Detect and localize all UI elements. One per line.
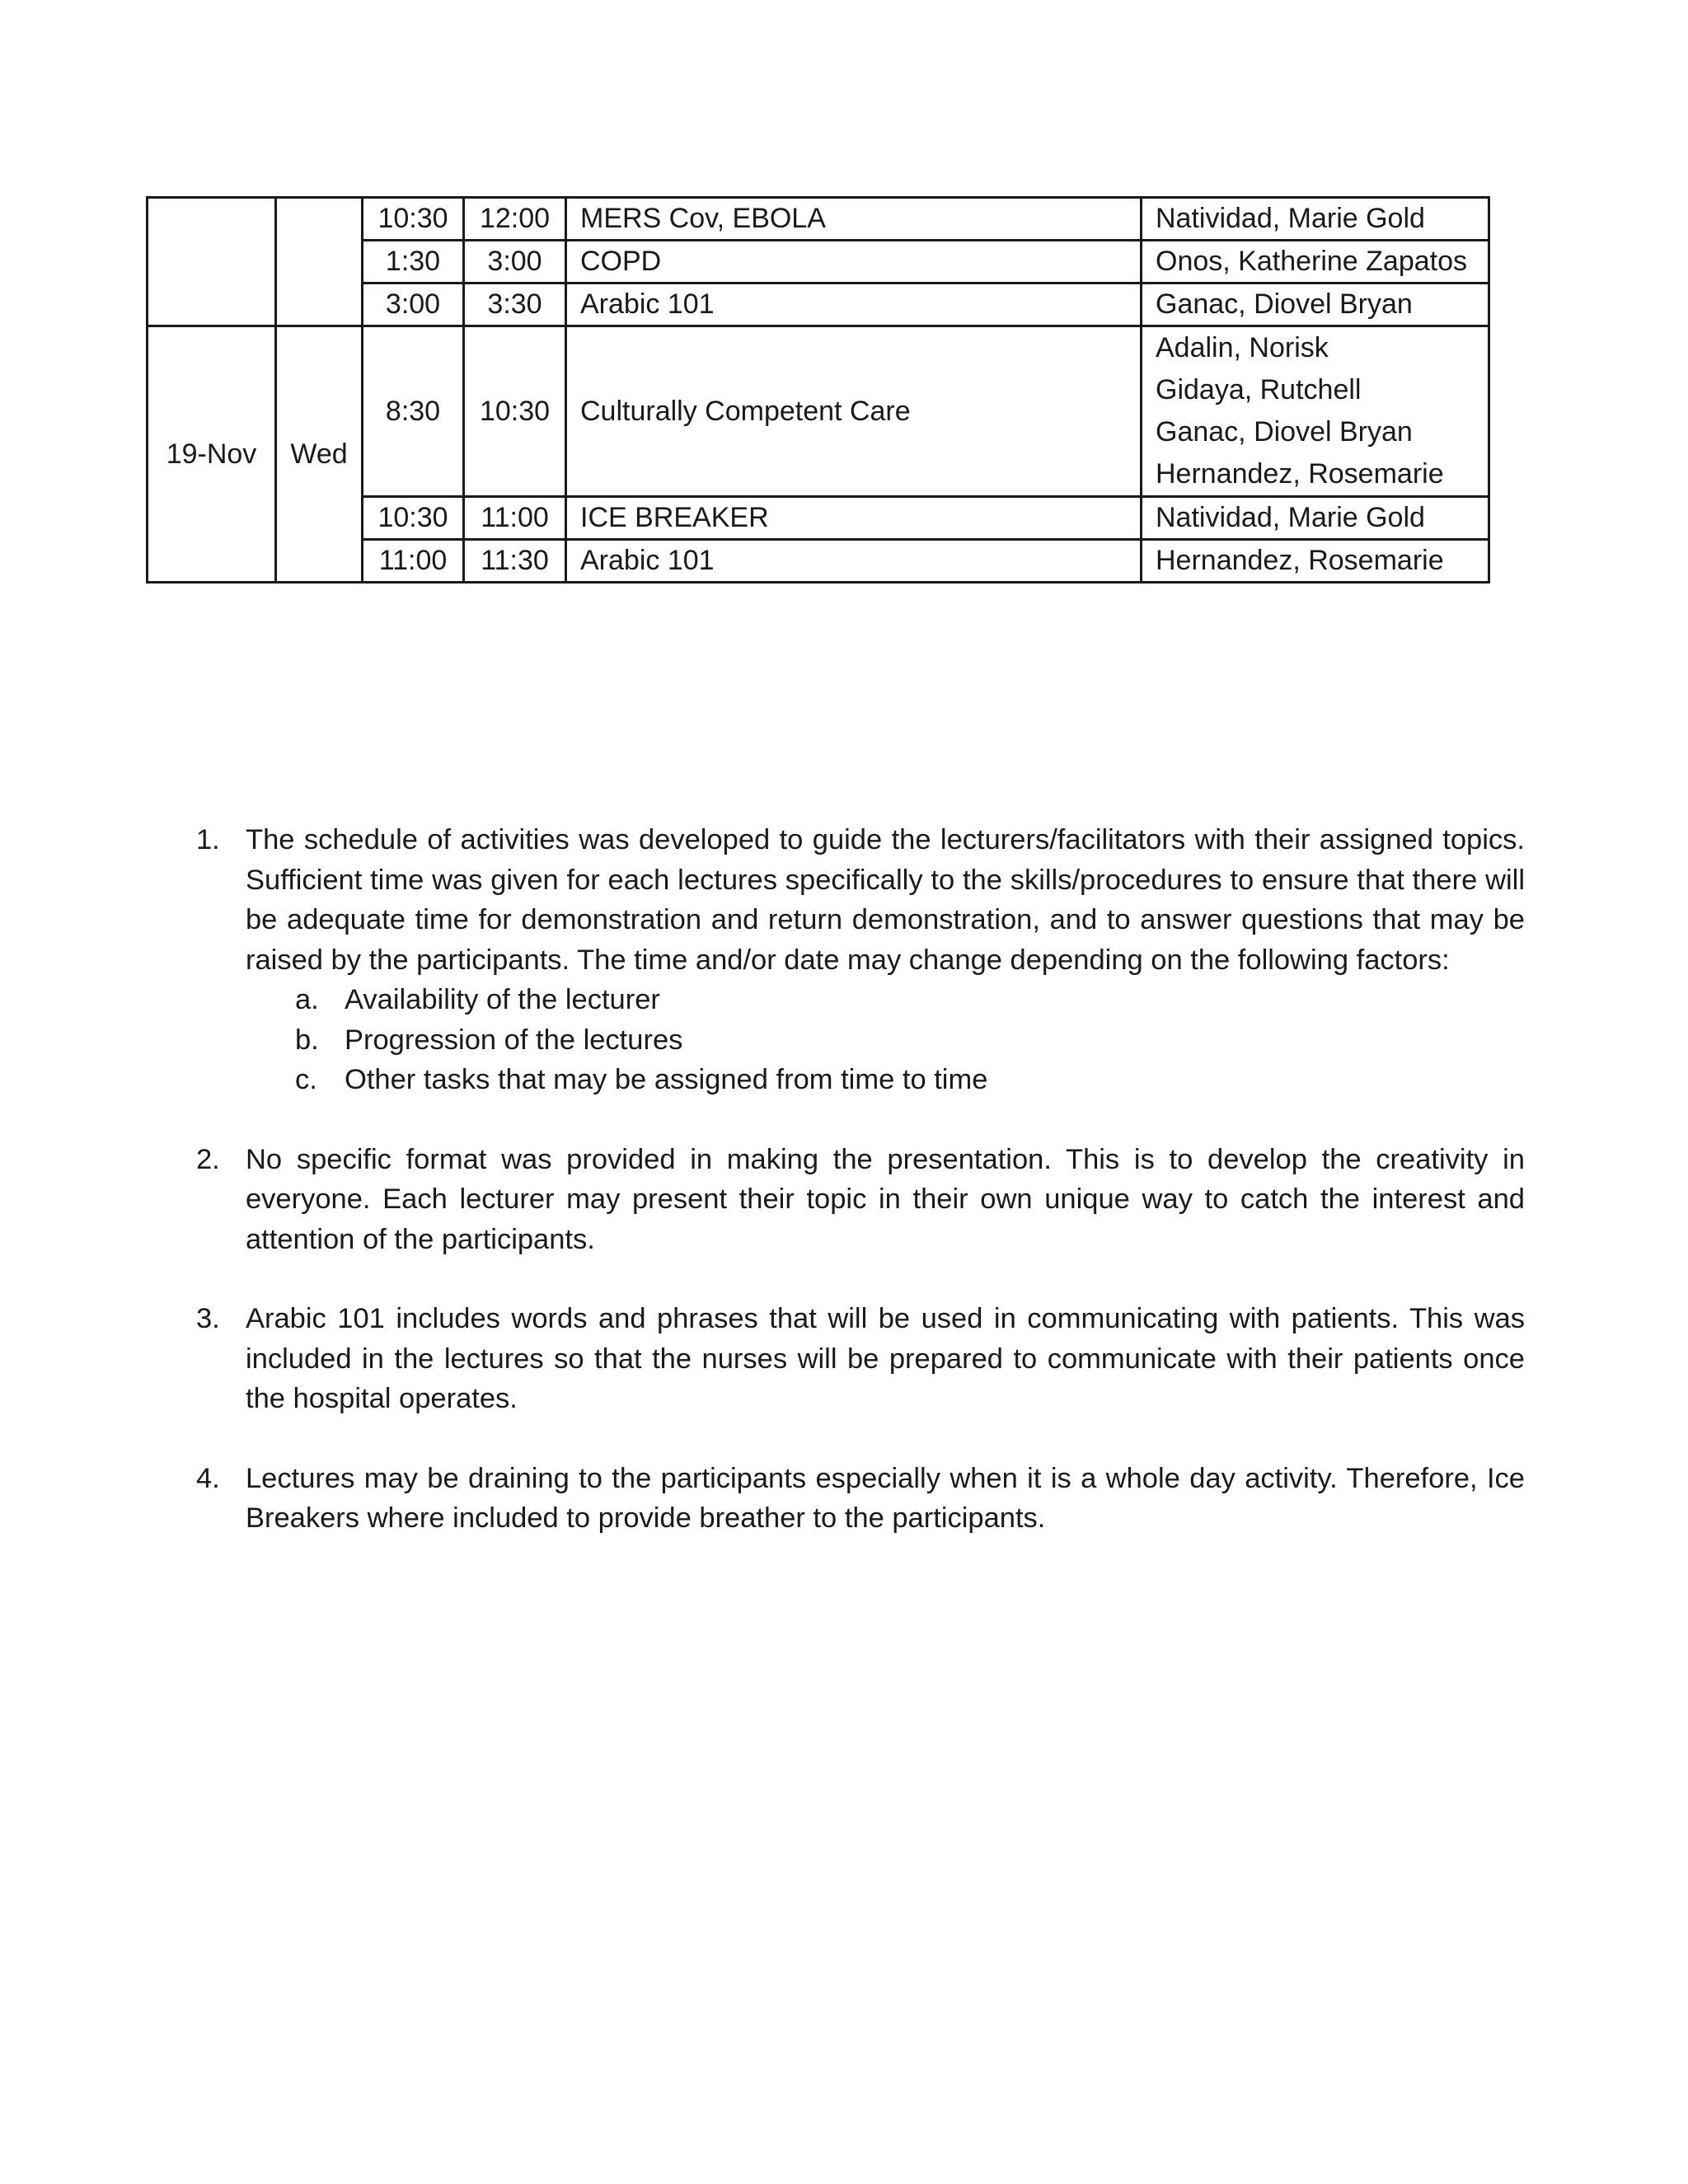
weekday-cell: Wed	[276, 326, 363, 583]
factor-item	[246, 980, 1525, 1020]
note-number: 2.	[196, 1143, 220, 1175]
lecturer-list	[1142, 326, 1489, 497]
lecturer: Gidaya, Rutchell	[1156, 374, 1362, 405]
factor-text: Availability of the lecturer	[345, 984, 660, 1015]
factor-item	[246, 1020, 1525, 1061]
note-item	[181, 1140, 1525, 1260]
start-time: 1:30	[363, 241, 464, 284]
end-time: 10:30	[464, 326, 566, 497]
table-row	[148, 326, 1489, 497]
topic: MERS Cov, EBOLA	[566, 198, 1142, 241]
end-time: 11:30	[464, 540, 566, 583]
end-time: 3:30	[464, 284, 566, 326]
start-time: 8:30	[363, 326, 464, 497]
note-number: 4.	[196, 1462, 220, 1494]
factor-letter: c.	[295, 1064, 317, 1095]
notes-list	[181, 820, 1525, 1578]
lecturer: Hernandez, Rosemarie	[1156, 458, 1444, 490]
end-time: 12:00	[464, 198, 566, 241]
date-cell-empty	[148, 198, 276, 326]
topic: Arabic 101	[566, 540, 1142, 583]
lecturer: Natividad, Marie Gold	[1142, 198, 1489, 241]
topic: Arabic 101	[566, 284, 1142, 326]
start-time: 3:00	[363, 284, 464, 326]
start-time: 10:30	[363, 198, 464, 241]
table-row	[148, 198, 1489, 241]
factor-list	[246, 980, 1525, 1100]
lecturer: Hernandez, Rosemarie	[1142, 540, 1489, 583]
schedule-table	[146, 196, 1490, 583]
note-text: The schedule of activities was developed to guide the lecturers/facilitators with their assigned topics. Sufficient time was given for each lectures specifically to the skills/procedures to ensure that there will be adequate time for demonstration and return demonstration, and to answer questions that may be raised by the participants. The time and/or date may change depending on the following factors:	[246, 824, 1525, 976]
note-number: 1.	[196, 824, 220, 855]
note-item	[181, 1299, 1525, 1419]
topic: ICE BREAKER	[566, 497, 1142, 540]
factor-item	[246, 1060, 1525, 1100]
start-time: 11:00	[363, 540, 464, 583]
factor-text: Progression of the lectures	[345, 1024, 683, 1056]
lecturer: Ganac, Diovel Bryan	[1156, 416, 1413, 448]
note-text: Arabic 101 includes words and phrases that will be used in communicating with patients. This was included in the lectures so that the nurses will be prepared to communicate with their patients once the hospital operates.	[246, 1303, 1525, 1414]
factor-letter: b.	[295, 1024, 319, 1056]
lecturer: Onos, Katherine Zapatos	[1142, 241, 1489, 284]
topic: COPD	[566, 241, 1142, 284]
topic: Culturally Competent Care	[566, 326, 1142, 497]
factor-letter: a.	[295, 984, 319, 1015]
end-time: 11:00	[464, 497, 566, 540]
lecturer: Natividad, Marie Gold	[1142, 497, 1489, 540]
note-item	[181, 1459, 1525, 1539]
note-item	[181, 820, 1525, 1100]
weekday-cell-empty	[276, 198, 363, 326]
factor-text: Other tasks that may be assigned from time to time	[345, 1064, 988, 1095]
lecturer: Ganac, Diovel Bryan	[1142, 284, 1489, 326]
end-time: 3:00	[464, 241, 566, 284]
note-text: No specific format was provided in making the presentation. This is to develop the creativity in everyone. Each lecturer may present their topic in their own unique way to catch the interest and attention of the participants.	[246, 1143, 1525, 1255]
lecturer: Adalin, Norisk	[1156, 332, 1329, 363]
date-cell: 19-Nov	[148, 326, 276, 583]
start-time: 10:30	[363, 497, 464, 540]
note-number: 3.	[196, 1303, 220, 1334]
note-text: Lectures may be draining to the participants especially when it is a whole day activity. Therefore, Ice Breakers where included to provide breather to the participants.	[246, 1462, 1525, 1534]
